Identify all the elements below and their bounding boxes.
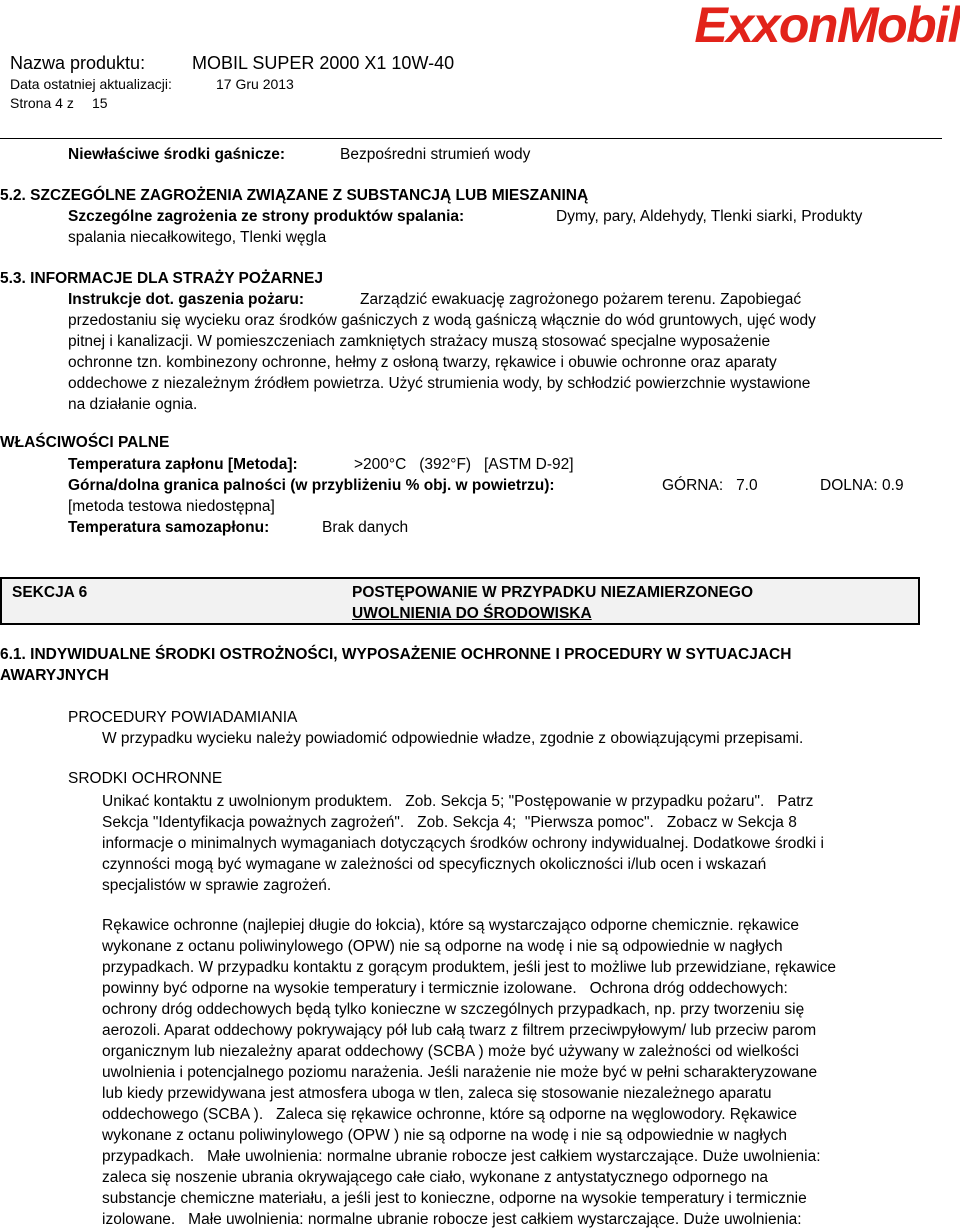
flash-point-label: Temperatura zapłonu [Metoda]:: [68, 456, 298, 473]
notification-procedures-title: PROCEDURY POWIADAMIANIA: [68, 709, 298, 726]
paragraph-line: wykonane z octanu poliwinylowego (OPW) nie są odporne na wodę i nie są odpowiednie w nagłych: [102, 938, 783, 955]
firefighting-instructions-label: Instrukcje dot. gaszenia pożaru:: [68, 291, 304, 308]
paragraph-line: substancje chemiczne materiału, a jeśli jest to konieczne, odporne na wysokie temperatury i termicznie: [102, 1190, 807, 1207]
section-6-title-line: POSTĘPOWANIE W PRZYPADKU NIEZAMIERZONEGO: [352, 584, 754, 601]
section-5-2-title: 5.2. SZCZEGÓLNE ZAGROŻENIA ZWIĄZANE Z SUBSTANCJĄ LUB MIESZANINĄ: [0, 187, 589, 204]
paragraph-line: uwolnienia i potencjalnego poziomu narażenia. Jeśli narażenie nie może być w pełni scharakteryzowane: [102, 1064, 818, 1081]
flammability-limits-note: [metoda testowa niedostępna]: [68, 498, 275, 515]
unsuitable-media-value: Bezpośredni strumień wody: [340, 146, 531, 163]
firefighting-instructions-text: Zarządzić ewakuację zagrożonego pożarem terenu. Zapobiegać: [360, 291, 802, 308]
paragraph-line: ochrony dróg oddechowych będą tylko konieczne w szczególnych przypadkach, np. przy tworzeniu się: [102, 1001, 805, 1018]
combustion-hazards-value: Dymy, pary, Aldehydy, Tlenki siarki, Produkty: [556, 208, 863, 225]
section-6-title: [352, 582, 753, 624]
gloves-respiratory-text: [102, 915, 836, 1230]
paragraph-line: lub kiedy przewidywana jest atmosfera uboga w tlen, zaleca się stosowanie niezależnego aparatu: [102, 1085, 772, 1102]
flammable-properties-title: WŁAŚCIWOŚCI PALNE: [0, 434, 170, 451]
paragraph-line: organicznym lub niezależny aparat oddechowy (SCBA ) może być używany w zależności od wielkości: [102, 1043, 799, 1060]
section-6-1-title-cont: AWARYJNYCH: [0, 667, 109, 684]
paragraph-line: specjalistów w sprawie zagrożeń.: [102, 877, 332, 894]
flammability-limits-label: Górna/dolna granica palności (w przybliżeniu % obj. w powietrzu):: [68, 477, 555, 494]
firefighting-instructions-text: na działanie ognia.: [68, 396, 198, 413]
revision-date-label: Data ostatniej aktualizacji:: [10, 76, 172, 92]
paragraph-line: izolowane. Małe uwolnienia: normalne ubranie robocze jest całkiem wystarczające. Duże uwolnienia:: [102, 1211, 802, 1228]
combustion-hazards-value-cont: spalania niecałkowitego, Tlenki węgla: [68, 229, 327, 246]
revision-date-value: 17 Gru 2013: [216, 76, 294, 92]
paragraph-line: oddechowego (SCBA ). Zaleca się rękawice ochronne, które są odporne na węglowodory. Rękawice: [102, 1106, 798, 1123]
protective-measures-text: [102, 791, 824, 896]
flash-point-value: >200°C (392°F) [ASTM D-92]: [354, 456, 574, 473]
paragraph-line: wykonane z octanu poliwinylowego (OPW ) nie są odporne na wodę i nie są odpowiednie w nagłych: [102, 1127, 787, 1144]
section-5-3-title: 5.3. INFORMACJE DLA STRAŻY POŻARNEJ: [0, 270, 323, 287]
product-name-label: Nazwa produktu:: [10, 53, 146, 73]
combustion-hazards-label: Szczególne zagrożenia ze strony produktów spalania:: [68, 208, 465, 225]
section-6-header-box: [0, 577, 920, 625]
section-6-title-line: UWOLNIENIA DO ŚRODOWISKA: [352, 605, 592, 622]
paragraph-line: powinny być odporne na wysokie temperatury i termicznie izolowane. Ochrona dróg oddechowych:: [102, 980, 788, 997]
firefighting-instructions-text: przedostaniu się wycieku oraz środków gaśniczych z wodą gaśniczą włącznie do wód gruntowych, ujęć wody: [68, 312, 816, 329]
section-6-label: SEKCJA 6: [12, 584, 88, 601]
autoignition-label: Temperatura samozapłonu:: [68, 519, 270, 536]
paragraph-line: Unikać kontaktu z uwolnionym produktem. Zob. Sekcja 5; "Postępowanie w przypadku pożaru". Patrz: [102, 793, 814, 810]
firefighting-instructions-text: oddechowe z niezależnym źródłem powietrza. Użyć strumienia wody, by schłodzić powierzchnie wystawione: [68, 375, 811, 392]
lower-limit-value: DOLNA: 0.9: [820, 477, 904, 494]
paragraph-line: Rękawice ochronne (najlepiej długie do łokcia), które są wystarczająco odporne chemicznie. rękawice: [102, 917, 799, 934]
protective-measures-title: SRODKI OCHRONNE: [68, 770, 223, 787]
autoignition-value: Brak danych: [322, 519, 409, 536]
upper-limit-value: GÓRNA: 7.0: [662, 477, 758, 494]
paragraph-line: Sekcja "Identyfikacja poważnych zagrożeń". Zob. Sekcja 4; "Pierwsza pomoc". Zobacz w Sekcja 8: [102, 814, 797, 831]
page-total: 15: [92, 95, 108, 111]
paragraph-line: informacje o minimalnych wymaganiach dotyczących środków ochrony indywidualnej. Dodatkowe środki i: [102, 835, 824, 852]
paragraph-line: przypadkach. W przypadku kontaktu z gorącym produktem, jeśli jest to możliwe lub przewidziane, rękawice: [102, 959, 836, 976]
firefighting-instructions-text: pitnej i kanalizacji. W pomieszczeniach zamkniętych strażacy muszą stosować specjalne wyposażenie: [68, 333, 771, 350]
paragraph-line: przypadkach. Małe uwolnienia: normalne ubranie robocze jest całkiem wystarczające. Duże uwolnienia:: [102, 1148, 821, 1165]
paragraph-line: zaleca się noszenie ubrania okrywającego całe ciało, wykonane z antystatycznego odpornego na: [102, 1169, 769, 1186]
section-6-1-title: 6.1. INDYWIDUALNE ŚRODKI OSTROŻNOŚCI, WYPOSAŻENIE OCHRONNE I PROCEDURY W SYTUACJACH: [0, 646, 792, 663]
paragraph-line: czynności mogą być wymagane w zależności od specyficznych okoliczności i/lub ocen i wskazań: [102, 856, 767, 873]
firefighting-instructions-text: ochronne tzn. kombinezony ochronne, hełmy z osłoną twarzy, rękawice i obuwie ochronne oraz aparaty: [68, 354, 777, 371]
header-divider: [0, 138, 942, 139]
notification-procedures-text: W przypadku wycieku należy powiadomić odpowiednie władze, zgodnie z obowiązującymi przepisami.: [102, 730, 804, 747]
paragraph-line: aerozoli. Aparat oddechowy pokrywający pół lub całą twarz z filtrem przeciwpyłowym/ lub przeciw parom: [102, 1022, 817, 1039]
unsuitable-media-label: Niewłaściwe środki gaśnicze:: [68, 146, 286, 163]
exxonmobil-logo: ExxonMobil: [694, 0, 960, 53]
product-name-value: MOBIL SUPER 2000 X1 10W-40: [192, 53, 455, 73]
page-label: Strona 4 z: [10, 95, 74, 111]
